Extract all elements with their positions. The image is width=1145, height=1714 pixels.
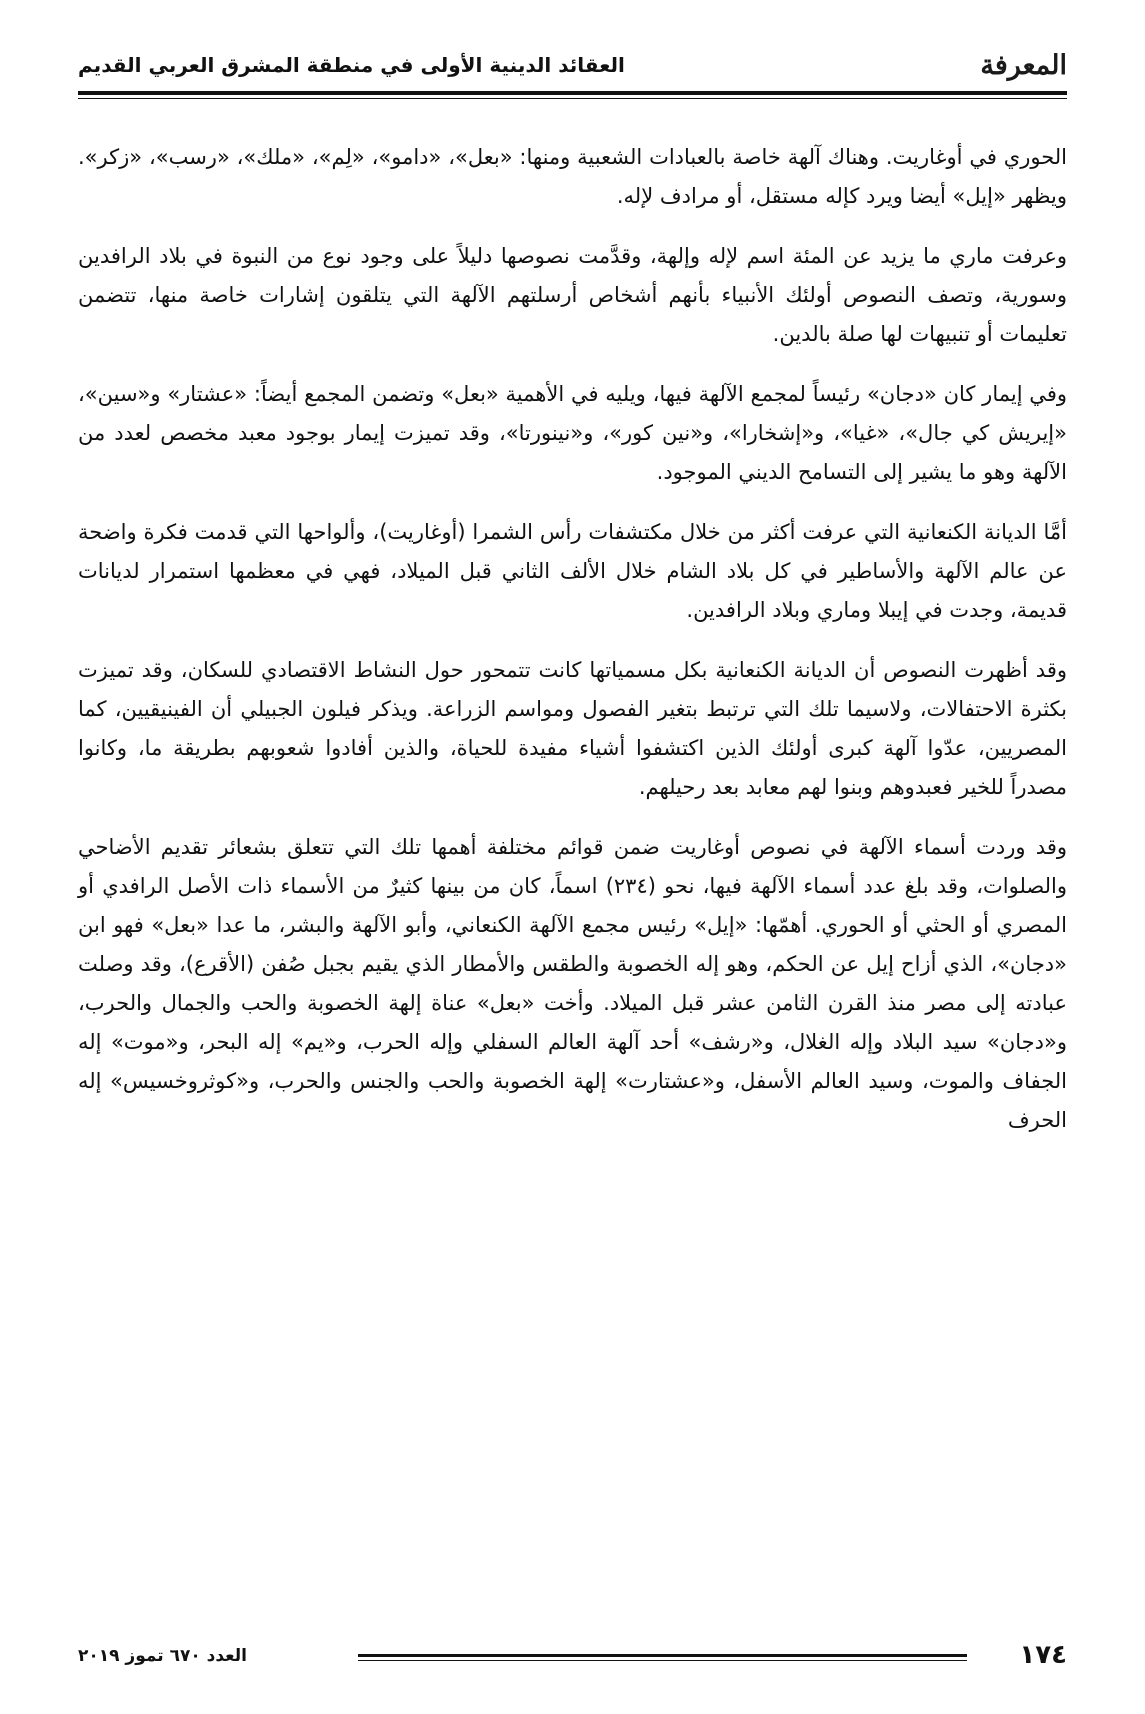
paragraph: أمَّا الديانة الكنعانية التي عرفت أكثر من خلال مكتشفات رأس الشمرا (أوغاريت)، وألواحها التي قدمت فكرة واضحة عن عالم الآلهة والأساطير في كل بلاد الشام خلال الألف الثاني قبل الميلاد، فهي في معظمها استمرار لديانات قديمة، وجدت في إيبلا وماري وبلاد الرافدين.	[78, 520, 1067, 622]
magazine-logo: المعرفة	[980, 49, 1067, 81]
header-rule-thin	[78, 98, 1067, 99]
paragraph: وعرفت ماري ما يزيد عن المئة اسم لإله وإلهة، وقدَّمت نصوصها دليلاً على وجود نوع من النبوة في بلاد الرافدين وسورية، وتصف النصوص أولئك الأنبياء بأنهم أشخاص أرسلتهم الآلهة التي يتلقون إشارات خاصة منها، تتضمن تعليمات أو تنبيهات لها صلة بالدين.	[78, 244, 1067, 346]
paragraph: وفي إيمار كان «دجان» رئيساً لمجمع الآلهة فيها، ويليه في الأهمية «بعل» وتضمن المجمع أيضاً: «عشتار» و«سين»، «إيريش كي جال»، «غيا»، و«إشخارا»، و«نين كور»، و«نينورتا»، وقد تميزت إيمار بوجود معبد مخصص لعدد من الآلهة وهو ما يشير إلى التسامح الديني الموجود.	[78, 382, 1067, 484]
paragraph: وقد أظهرت النصوص أن الديانة الكنعانية بكل مسمياتها كانت تتمحور حول النشاط الاقتصادي للسكان، وقد تميزت بكثرة الاحتفالات، ولاسيما تلك التي ترتبط بتغير الفصول ومواسم الزراعة. ويذكر فيلون الجبيلي أن الفينيقيين، كما المصريين، عدّوا آلهة كبرى أولئك الذين اكتشفوا أشياء مفيدة للحياة، والذين أفادوا شعوبهم بطريقة ما، وكانوا مصدراً للخير فعبدوهم وبنوا لهم معابد بعد رحيلهم.	[78, 658, 1067, 799]
running-title: العقائد الدينية الأولى في منطقة المشرق العربي القديم	[78, 53, 625, 77]
issue-info: العدد ٦٧٠ تموز ٢٠١٩	[78, 1646, 247, 1666]
header-rule	[78, 91, 1067, 95]
page-header	[78, 46, 1067, 84]
page-number: ١٧٤	[1019, 1640, 1067, 1670]
paragraph: وقد وردت أسماء الآلهة في نصوص أوغاريت ضمن قوائم مختلفة أهمها تلك التي تتعلق بشعائر تقديم الأضاحي والصلوات، وقد بلغ عدد أسماء الآلهة فيها، نحو (٢٣٤) اسماً، كان من بينها كثيرٌ من الأسماء ذات الأصل الرافدي أو المصري أو الحثي أو الحوري. أهمّها: «إيل» رئيس مجمع الآلهة الكنعاني، وأبو الآلهة والبشر، ما عدا «بعل» فهو ابن «دجان»، الذي أزاح إيل عن الحكم، وهو إله الخصوبة والطقس والأمطار الذي يقيم بجبل صُفن (الأقرع)، وقد وصلت عبادته إلى مصر منذ القرن الثامن عشر قبل الميلاد. وأخت «بعل» عناة إلهة الخصوبة والحب والجمال والحرب، و«دجان» سيد البلاد وإله الغلال، و«رشف» أحد آلهة العالم السفلي وإله الحرب، و«يم» إله البحر، و«موت» إله الجفاف والموت، وسيد العالم الأسفل، و«عشتارت» إلهة الخصوبة والحب والجنس والحرب، و«كوثروخسيس» إله الحرف	[78, 835, 1067, 1132]
page-footer	[78, 1640, 1067, 1680]
footer-rule	[358, 1654, 967, 1663]
article-body	[78, 138, 1067, 1161]
paragraph: الحوري في أوغاريت. وهناك آلهة خاصة بالعبادات الشعبية ومنها: «بعل»، «دامو»، «لِم»، «ملك»، «رسب»، «زكر». ويظهر «إيل» أيضا ويرد كإله مستقل، أو مرادف لإله.	[78, 145, 1067, 208]
